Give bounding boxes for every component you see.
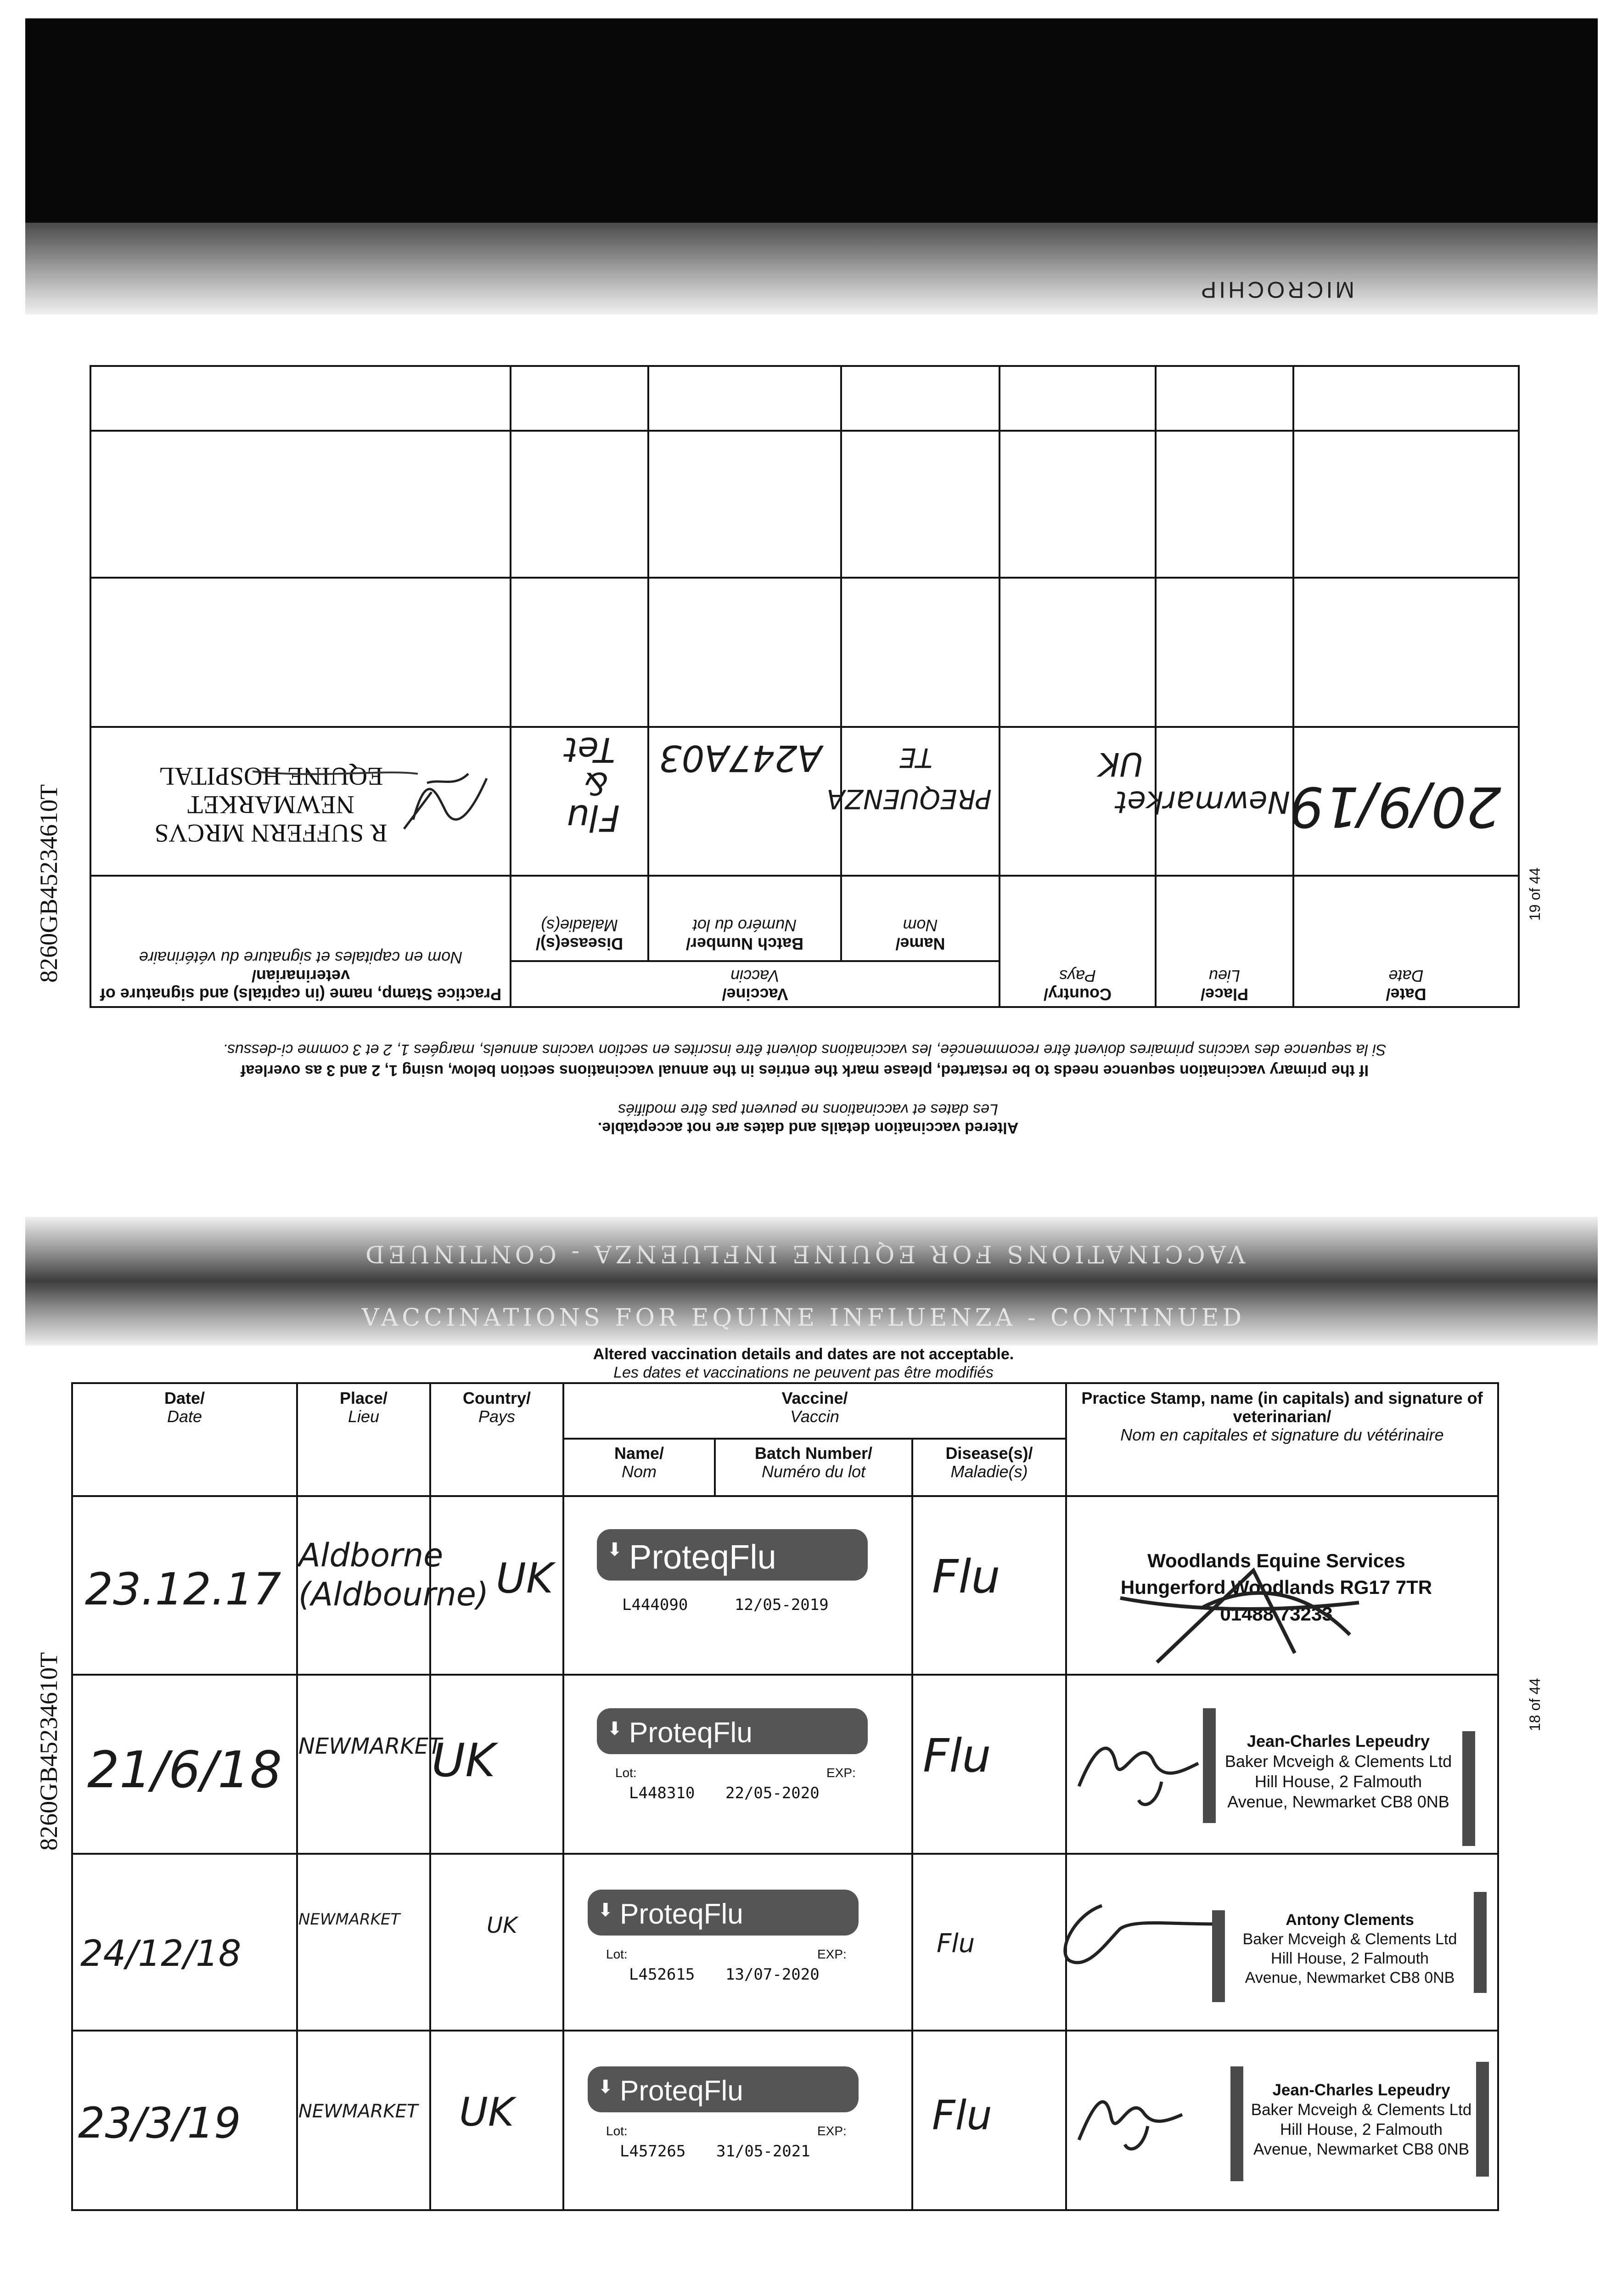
row3-sticker-arrow-icon: ⬇ — [598, 1900, 613, 1920]
lower-hdr-date: Date/ Date — [164, 1389, 205, 1426]
lower-hdr-place: Place/ Lieu — [339, 1389, 388, 1426]
scan-grey-band — [25, 223, 1598, 315]
lower-hdr-batch: Batch Number/ Numéro du lot — [754, 1444, 873, 1481]
upper-entry-disease-2: & — [584, 765, 608, 801]
row3-disease: Flu — [937, 1929, 975, 1958]
upper-notice-altered-fr: Les dates et vaccinations ne peuvent pas être modifiés — [618, 1101, 998, 1118]
upper-signature-line — [253, 760, 418, 788]
row4-exp-label: EXP: — [817, 2124, 847, 2138]
row4-expiry: 31/05-2021 — [716, 2142, 810, 2161]
lower-hdr-vaccine: Vaccine/ Vaccin — [781, 1389, 848, 1426]
row2-stamp-bar-right — [1462, 1731, 1475, 1846]
upper-hdr-stamp: Practice Stamp, name (in capitals) and signature of veterinarian/ Nom en capitales et signature du vétérinaire — [100, 948, 502, 1004]
row3-stamp-line-4: Avenue, Newmarket CB8 0NB — [1245, 1969, 1455, 1986]
row2-stamp-line-3: Hill House, 2 Falmouth — [1254, 1772, 1422, 1791]
section-title-upper: VACCINATIONS FOR EQUINE INFLUENZA - CONTINUED — [361, 1240, 1246, 1267]
row3-sticker-brand-1: Proteq — [620, 1898, 704, 1930]
row1-place: Aldborne (Aldbourne) — [298, 1536, 489, 1613]
row2-stamp-bar-left — [1203, 1708, 1216, 1823]
lower-hdr-name: Name/ Nom — [614, 1444, 664, 1481]
upper-entry-place: Newmarket — [1115, 784, 1290, 820]
row1-lot: L444090 — [622, 1596, 688, 1614]
row1-sticker-brand — [629, 1537, 776, 1576]
row3-stamp — [1230, 1910, 1469, 1987]
upper-hdr-country: Country/ Pays — [1044, 967, 1112, 1004]
row3-sticker-brand — [620, 1898, 743, 1930]
row3-stamp-line-3: Hill House, 2 Falmouth — [1271, 1950, 1429, 1967]
row2-country: UK — [432, 1733, 495, 1787]
row4-stamp-line-1: Jean-Charles Lepeudry — [1272, 2081, 1450, 2099]
row1-sticker-brand-2: Flu — [729, 1538, 776, 1576]
upper-stamp-line-3: EQUINE HOSPITAL — [158, 762, 383, 790]
upper-stamp-line-2: NEWMARKET — [187, 790, 354, 819]
upper-entry-country: UK — [1098, 745, 1143, 783]
upper-entry-disease-3: Tet — [564, 730, 615, 769]
row4-lot: L457265 — [620, 2142, 686, 2161]
row3-sticker-brand-2: Flu — [703, 1898, 743, 1930]
upper-hdr-batch: Batch Number/ Numéro du lot — [685, 916, 804, 953]
row4-lot-label: Lot: — [606, 2124, 628, 2138]
row2-sticker-brand-1: Proteq — [629, 1717, 713, 1749]
row2-stamp — [1219, 1731, 1458, 1812]
row4-place: NEWMARKET — [298, 2101, 418, 2122]
lower-row-line-2 — [71, 1853, 1499, 1855]
row4-stamp-line-4: Avenue, Newmarket CB8 0NB — [1253, 2140, 1470, 2158]
scan-dark-band — [25, 18, 1598, 223]
row3-country: UK — [487, 1913, 517, 1938]
row1-stamp-line-2: Hungerford Woodlands RG17 7TR — [1120, 1576, 1432, 1598]
row2-signature — [1070, 1722, 1207, 1814]
row4-stamp-line-3: Hill House, 2 Falmouth — [1280, 2121, 1443, 2138]
row4-stamp — [1247, 2080, 1476, 2159]
row1-signature — [1102, 1543, 1377, 1671]
row3-exp-label: EXP: — [817, 1947, 847, 1961]
upper-hdr-disease: Disease(s)/ Maladie(s) — [535, 916, 623, 953]
upper-entry-date: 20/9/19 — [1289, 774, 1501, 838]
row4-stamp-bar-left — [1230, 2066, 1243, 2181]
upper-stamp-line-1: R SUFFERN MRCVS — [154, 819, 387, 847]
row1-expiry: 12/05-2019 — [735, 1596, 829, 1614]
document-id-lower: 8260GB45234610T — [35, 1652, 62, 1851]
row4-country: UK — [459, 2089, 514, 2135]
row2-sticker-arrow-icon: ⬇ — [607, 1719, 623, 1739]
upper-hdr-name: Name/ Nom — [895, 916, 945, 953]
lower-notice-altered-fr: Les dates et vaccinations ne peuvent pas être modifiés — [613, 1364, 994, 1381]
row2-exp-label: EXP: — [826, 1766, 856, 1780]
row2-stamp-line-1: Jean-Charles Lepeudry — [1247, 1732, 1430, 1750]
row3-signature — [1028, 1887, 1221, 1979]
row3-place: NEWMARKET — [298, 1910, 400, 1929]
row1-vaccine-sticker — [597, 1529, 868, 1626]
row3-expiry: 13/07-2020 — [725, 1965, 820, 1984]
row2-place: NEWMARKET — [298, 1733, 442, 1759]
lower-row-line-1 — [71, 1674, 1499, 1676]
row3-date: 24/12/18 — [80, 1933, 241, 1975]
row2-stamp-line-4: Avenue, Newmarket CB8 0NB — [1227, 1792, 1449, 1811]
upper-hdr-date: Date/ Date — [1386, 967, 1426, 1004]
lower-notice-altered: Altered vaccination details and dates are not acceptable. — [593, 1345, 1014, 1363]
row2-lot-label: Lot: — [615, 1766, 637, 1780]
upper-page-rotated — [90, 365, 1520, 1141]
section-title-lower: VACCINATIONS FOR EQUINE INFLUENZA - CONTINUED — [361, 1304, 1246, 1332]
upper-entry-disease-1: Flu — [567, 797, 620, 838]
upper-notice-altered: Altered vaccination details and dates are not acceptable. — [597, 1119, 1019, 1137]
row3-lot: L452615 — [629, 1965, 695, 1984]
row2-vaccine-sticker — [597, 1708, 868, 1805]
upper-row-line-1 — [90, 726, 1520, 728]
row4-date: 23/3/19 — [78, 2099, 241, 2148]
row2-sticker-brand-2: Flu — [713, 1717, 753, 1749]
row1-stamp-line-1: Woodlands Equine Services — [1147, 1550, 1405, 1571]
row4-sticker-brand-2: Flu — [703, 2075, 743, 2107]
row4-disease: Flu — [932, 2092, 992, 2139]
row2-date: 21/6/18 — [87, 1740, 282, 1799]
lower-hdr-disease: Disease(s)/ Maladie(s) — [945, 1444, 1033, 1481]
row1-sticker-arrow-icon: ⬇ — [607, 1540, 623, 1560]
row1-stamp-line-3: 01488 73233 — [1220, 1603, 1333, 1625]
scan-band-text: MICROCHIP — [1198, 277, 1354, 303]
row3-stamp-line-1: Antony Clements — [1286, 1911, 1414, 1929]
row1-date: 23.12.17 — [85, 1564, 281, 1615]
row3-lot-label: Lot: — [606, 1947, 628, 1961]
row4-sticker-brand — [620, 2075, 743, 2107]
upper-notice-restart-fr: Si la sequence des vaccins primaires doivent être recommencée, les vaccinations doivent être inscrites en section vaccins annuels, margées 1, 2 et 3 comme ci-dessus. — [223, 1041, 1387, 1058]
row3-stamp-line-2: Baker Mcveigh & Clements Ltd — [1242, 1930, 1457, 1948]
upper-hdr-place: Place/ Lieu — [1200, 967, 1249, 1004]
lower-hdr-stamp: Practice Stamp, name (in capitals) and signature of veterinarian/ Nom en capitales et signature du vétérinaire — [1081, 1389, 1483, 1444]
row2-expiry: 22/05-2020 — [725, 1784, 820, 1802]
lower-hdr-country: Country/ Pays — [463, 1389, 531, 1426]
row4-stamp-bar-right — [1476, 2062, 1489, 2177]
row2-stamp-line-2: Baker Mcveigh & Clements Ltd — [1224, 1752, 1452, 1771]
row4-signature — [1070, 2071, 1189, 2163]
row2-lot: L448310 — [629, 1784, 695, 1802]
document-id-upper: 8260GB45234610T — [35, 784, 62, 983]
upper-entry-name: PREQUENZA TE — [826, 742, 992, 815]
row4-stamp-line-2: Baker Mcveigh & Clements Ltd — [1251, 2101, 1472, 2119]
row1-sticker-brand-1: Proteq — [629, 1538, 730, 1576]
row1-country: UK — [496, 1554, 553, 1603]
row3-stamp-bar-left — [1212, 1910, 1225, 2002]
upper-entry-batch: A247A03 — [659, 737, 822, 778]
row4-vaccine-sticker — [588, 2066, 859, 2163]
upper-notice-restart: If the primary vaccination sequence needs to be restarted, please mark the entries in the annual vaccinations section below, using 1, 2 and 3 as overleaf — [241, 1062, 1369, 1079]
row1-disease: Flu — [932, 1550, 1000, 1604]
row2-disease: Flu — [923, 1729, 991, 1783]
page-number-lower: 18 of 44 — [1527, 1678, 1543, 1731]
upper-row-line-2 — [90, 577, 1520, 579]
row2-sticker-brand — [629, 1716, 753, 1749]
upper-row-line-3 — [90, 430, 1520, 432]
row4-sticker-arrow-icon: ⬇ — [598, 2077, 613, 2097]
row4-sticker-brand-1: Proteq — [620, 2075, 704, 2107]
lower-row-line-3 — [71, 2030, 1499, 2032]
page-number-upper: 19 of 44 — [1527, 867, 1543, 921]
upper-hdr-vaccine: Vaccine/ Vaccin — [722, 967, 788, 1004]
row3-vaccine-sticker — [588, 1890, 859, 1986]
row3-stamp-bar-right — [1474, 1892, 1487, 1993]
upper-col-batch — [647, 365, 842, 877]
